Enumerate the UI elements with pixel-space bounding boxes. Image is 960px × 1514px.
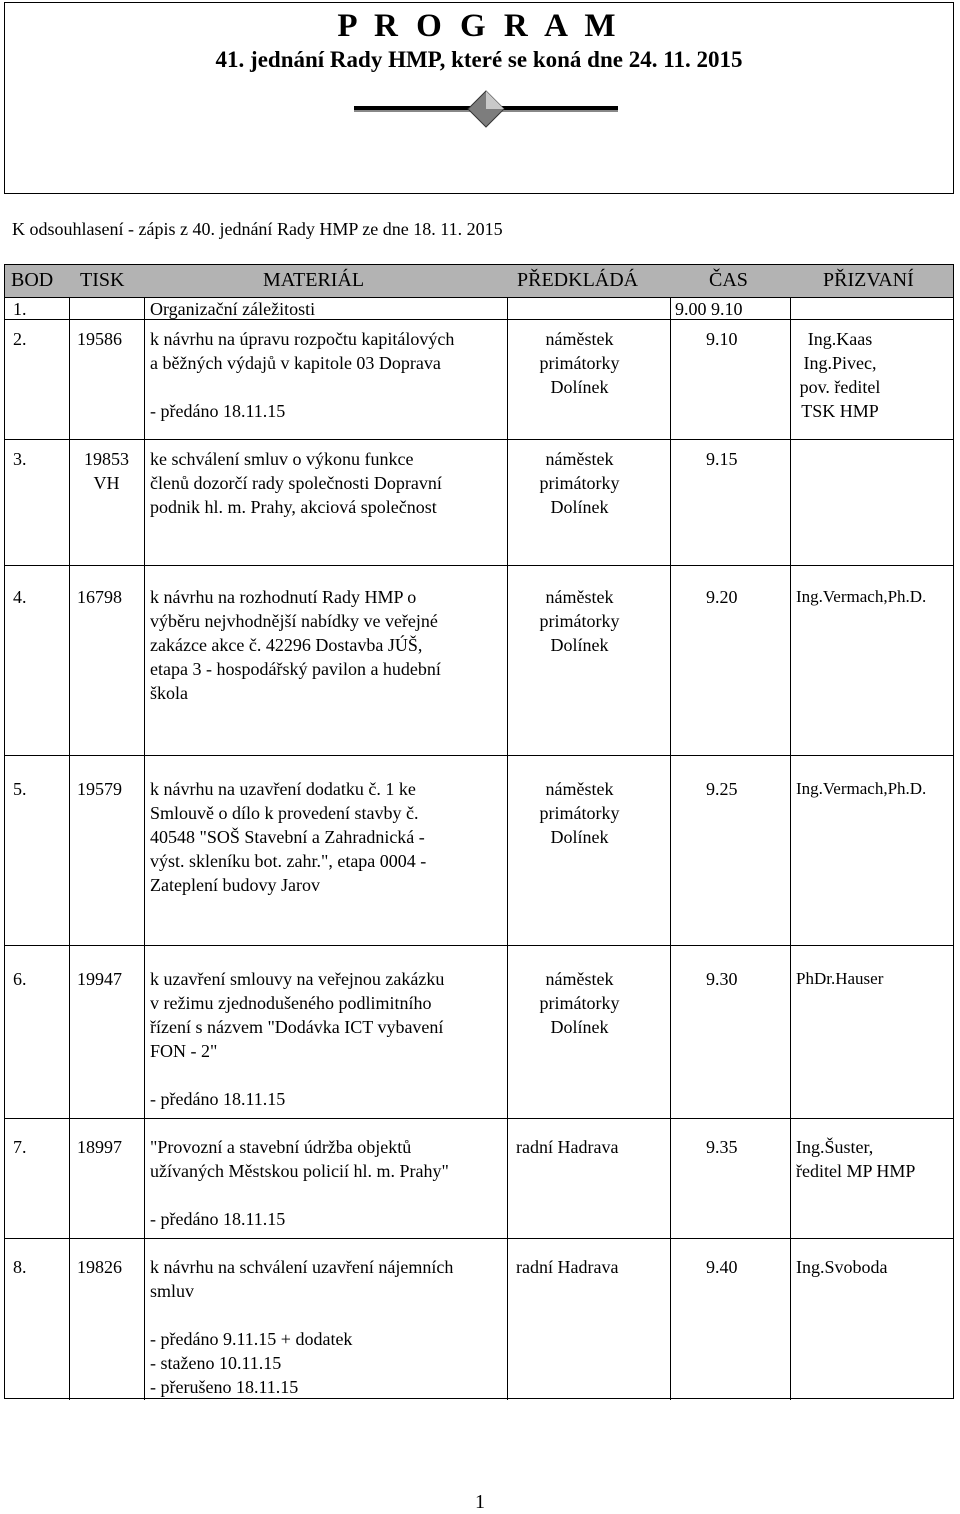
- tisk-number: 19853 VH: [69, 447, 144, 495]
- tisk-number: 19947: [77, 969, 122, 989]
- prizvani-text: Ing.Šuster, ředitel MP HMP: [796, 1137, 916, 1181]
- column-divider: [144, 297, 145, 1400]
- row-divider: [5, 297, 953, 298]
- prizvani-text: Ing.Vermach,Ph.D.: [796, 779, 927, 798]
- material-text: k uzavření smlouvy na veřejnou zakázku v režimu zjednodušeného podlimitního řízení s názvem "Dodávka ICT vybavení FON - 2" - předáno 18.11.15: [150, 969, 445, 1109]
- predklada-text: náměstek primátorky Dolínek: [539, 779, 620, 847]
- column-header-bod: BOD: [11, 269, 54, 291]
- material-text: ke schválení smluv o výkonu funkce členů dozorčí rady společnosti Dopravní podnik hl. m. Prahy, akciová společnost: [150, 449, 442, 517]
- bod-number: 3.: [13, 449, 27, 469]
- approval-line: K odsouhlasení - zápis z 40. jednání Rady HMP ze dne 18. 11. 2015: [12, 219, 503, 239]
- predklada-text: náměstek primátorky Dolínek: [539, 329, 620, 397]
- bod-number: 6.: [13, 969, 27, 989]
- tisk-number: 19586: [77, 329, 122, 349]
- prizvani-text: Ing.Vermach,Ph.D.: [796, 587, 927, 606]
- bod-number: 8.: [13, 1257, 27, 1277]
- column-divider: [670, 297, 671, 1400]
- prizvani-text: Ing.Kaas Ing.Pivec, pov. ředitel TSK HMP: [799, 329, 881, 421]
- prizvani-text: Ing.Svoboda: [796, 1257, 888, 1277]
- bod-number: 2.: [13, 329, 27, 349]
- tisk-number: 19826: [77, 1257, 122, 1277]
- cas-value: 9.00 9.10: [675, 299, 743, 319]
- bod-number: 4.: [13, 587, 27, 607]
- material-text: Organizační záležitosti: [150, 299, 316, 319]
- program-header-box: [4, 2, 954, 194]
- bod-number: 7.: [13, 1137, 27, 1157]
- diamond-ornament-icon: [354, 89, 618, 129]
- tisk-number: 18997: [77, 1137, 122, 1157]
- material-text: k návrhu na rozhodnutí Rady HMP o výběru nejvhodnější nabídky ve veřejné zakázce akce č. 42296 Dostavba JÚŠ, etapa 3 - hospodářský pavilon a hudební škola: [150, 587, 441, 703]
- column-header-cas: ČAS: [709, 269, 748, 291]
- column-divider: [790, 297, 791, 1400]
- predklada-text: náměstek primátorky Dolínek: [539, 587, 620, 655]
- tisk-number: 16798: [77, 587, 122, 607]
- row-divider: [5, 945, 953, 946]
- bod-number: 1.: [13, 299, 27, 319]
- prizvani-text: PhDr.Hauser: [796, 969, 884, 988]
- row-divider: [5, 1238, 953, 1239]
- row-divider: [5, 755, 953, 756]
- predklada-text: náměstek primátorky Dolínek: [539, 969, 620, 1037]
- cas-value: 9.30: [706, 969, 738, 989]
- column-header-prizvani: PŘIZVANÍ: [823, 269, 914, 291]
- row-divider: [5, 565, 953, 566]
- bod-number: 5.: [13, 779, 27, 799]
- cas-value: 9.40: [706, 1257, 738, 1277]
- column-header-material: MATERIÁL: [263, 269, 365, 291]
- predklada-text: radní Hadrava: [516, 1257, 619, 1277]
- row-divider: [5, 1118, 953, 1119]
- cas-value: 9.10: [706, 329, 738, 349]
- page-number: 1: [475, 1491, 485, 1513]
- program-subtitle: 41. jednání Rady HMP, které se koná dne 24. 11. 2015: [215, 47, 743, 72]
- table-header: [5, 265, 953, 297]
- predklada-text: radní Hadrava: [516, 1137, 619, 1157]
- material-text: k návrhu na schválení uzavření nájemních smluv - předáno 9.11.15 + dodatek - staženo 10.11.15 - přerušeno 18.11.15: [150, 1257, 454, 1397]
- cas-value: 9.15: [706, 449, 738, 469]
- cas-value: 9.25: [706, 779, 738, 799]
- program-title: P R O G R A M: [337, 8, 621, 44]
- cas-value: 9.35: [706, 1137, 738, 1157]
- cas-value: 9.20: [706, 587, 738, 607]
- program-table: [4, 264, 954, 1399]
- predklada-text: náměstek primátorky Dolínek: [539, 449, 620, 517]
- column-header-tisk: TISK: [80, 269, 125, 291]
- column-header-predklada: PŘEDKLÁDÁ: [517, 269, 639, 291]
- material-text: k návrhu na uzavření dodatku č. 1 ke Smlouvě o dílo k provedení stavby č. 40548 "SOŠ Stavební a Zahradnická - výst. skleníku bot. zahr.", etapa 0004 - Zateplení budovy Jarov: [150, 779, 427, 895]
- row-divider: [5, 319, 953, 320]
- material-text: "Provozní a stavební údržba objektů užívaných Městskou policií hl. m. Prahy" - předáno 18.11.15: [150, 1137, 449, 1229]
- tisk-note: VH: [93, 473, 120, 493]
- row-divider: [5, 439, 953, 440]
- material-text: k návrhu na úpravu rozpočtu kapitálových a běžných výdajů v kapitole 03 Doprava - předáno 18.11.15: [150, 329, 455, 421]
- tisk-number: 19579: [77, 779, 122, 799]
